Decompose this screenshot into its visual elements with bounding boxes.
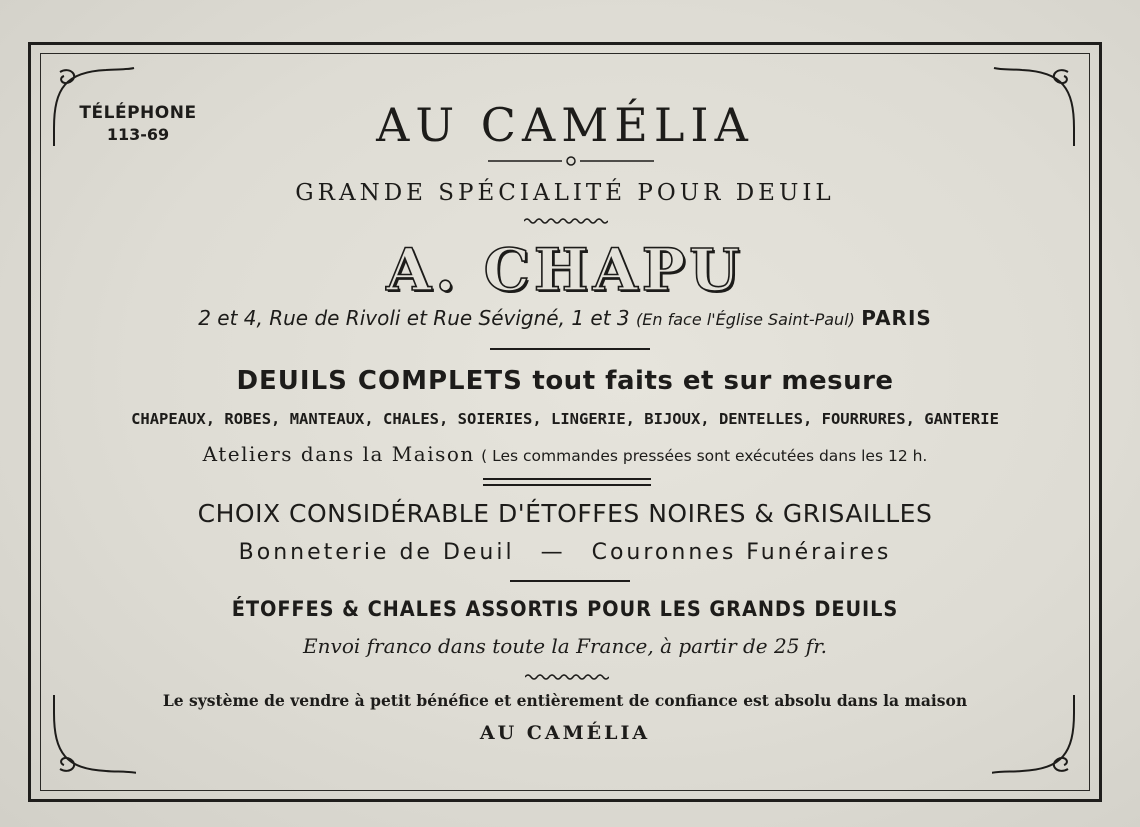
ateliers-line xyxy=(40,442,1090,466)
deuils-rest: tout faits et sur mesure xyxy=(532,366,894,396)
ateliers-note: ( Les commandes pressées sont exécutées dans les 12 h. xyxy=(481,447,928,465)
deuils-bold: DEUILS COMPLETS xyxy=(236,366,523,396)
bonneterie-right: Couronnes Funéraires xyxy=(591,540,892,565)
address-note: (En face l'Église Saint-Paul) xyxy=(636,310,855,329)
divider-rule xyxy=(490,348,650,350)
divider-rule xyxy=(510,580,630,582)
shop-subtitle: GRANDE SPÉCIALITÉ POUR DEUIL xyxy=(295,180,835,206)
systeme-line: Le système de vendre à petit bénéfice et entièrement de confiance est absolu dans la maison xyxy=(162,691,968,710)
telephone-label: TÉLÉPHONE xyxy=(79,103,197,123)
proprietor-name: A. CHAPU xyxy=(386,236,744,304)
address-street: 2 et 4, Rue de Rivoli et Rue Sévigné, 1 et 3 xyxy=(198,306,630,330)
telephone-number: 113-69 xyxy=(106,125,170,144)
address-city: PARIS xyxy=(861,306,932,330)
shop-title: AU CAMÉLIA xyxy=(376,98,754,152)
choix-headline: CHOIX CONSIDÉRABLE D'ÉTOFFES NOIRES & GRISAILLES xyxy=(197,499,933,528)
deuils-headline xyxy=(40,366,1090,396)
bonneterie-left: Bonneterie de Deuil xyxy=(238,540,515,565)
wavy-divider-icon xyxy=(525,672,609,682)
envoi-line: Envoi franco dans toute la France, à partir de 25 fr. xyxy=(303,634,827,658)
ateliers-main: Ateliers dans la Maison xyxy=(202,442,475,466)
bonneterie-dash: — xyxy=(540,540,566,565)
divider-rule xyxy=(483,484,651,486)
divider-ornament-icon xyxy=(488,154,654,168)
bonneterie-line xyxy=(40,540,1090,565)
product-list: CHAPEAUX, ROBES, MANTEAUX, CHALES, SOIERIES, LINGERIE, BIJOUX, DENTELLES, FOURRURES, GANTERIE xyxy=(131,410,999,428)
etoffes-headline: ÉTOFFES & CHALES ASSORTIS POUR LES GRANDS DEUILS xyxy=(231,597,899,621)
address-line xyxy=(40,306,1090,330)
footer-shop-name: AU CAMÉLIA xyxy=(479,722,651,744)
wavy-divider-icon xyxy=(524,216,608,226)
divider-rule xyxy=(483,478,651,480)
